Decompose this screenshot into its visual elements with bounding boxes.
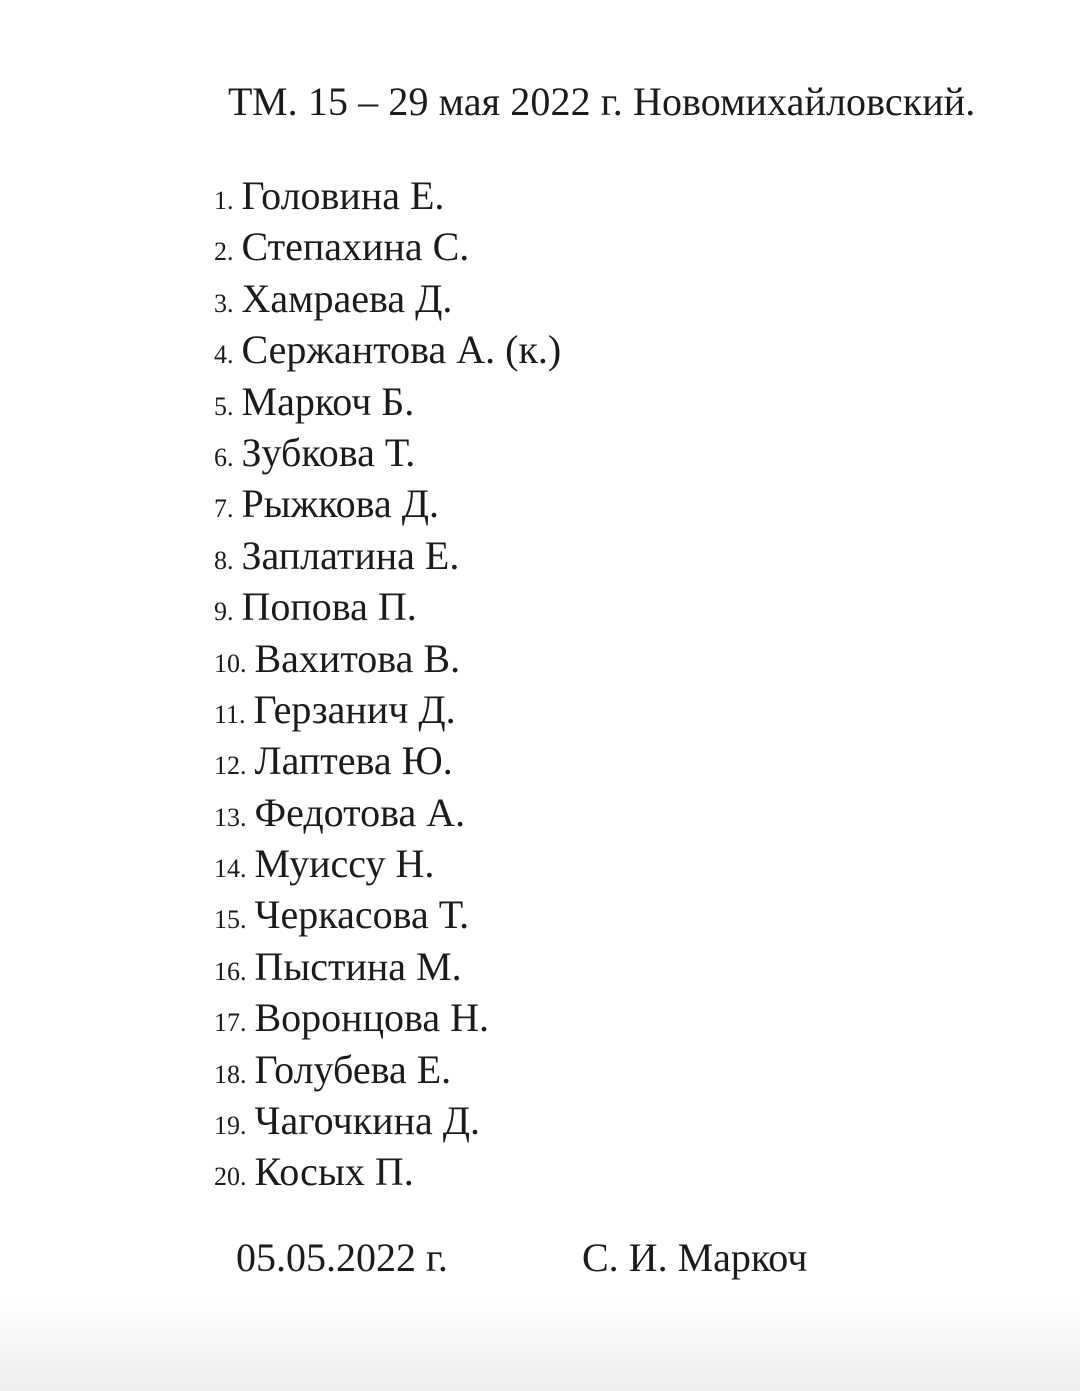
roster-list <box>214 170 561 1198</box>
item-name: Голубева Е. <box>254 1046 452 1092</box>
item-name: Хамраева Д. <box>241 275 453 321</box>
list-item <box>214 324 561 375</box>
item-name: Степахина С. <box>241 224 470 270</box>
list-item <box>214 581 561 632</box>
item-number: 6. <box>214 442 234 472</box>
item-name: Заплатина Е. <box>241 532 460 578</box>
item-name: Рыжкова Д. <box>241 481 440 527</box>
list-item <box>214 478 561 529</box>
item-name: Косых П. <box>254 1149 414 1195</box>
item-name: Попова П. <box>241 584 417 630</box>
item-number: 12. <box>214 751 247 781</box>
item-name: Муиссу Н. <box>254 841 435 887</box>
document-title: ТМ. 15 – 29 мая 2022 г. Новомихайловский. <box>228 79 976 124</box>
list-item <box>214 684 561 735</box>
document-signature: С. И. Маркоч <box>582 1235 808 1280</box>
list-item <box>214 530 561 581</box>
item-number: 14. <box>214 854 247 884</box>
item-number: 2. <box>214 237 234 267</box>
list-item <box>214 427 561 478</box>
list-item <box>214 273 561 324</box>
list-item <box>214 170 561 221</box>
item-number: 1. <box>214 186 234 215</box>
list-item <box>214 221 561 272</box>
item-number: 3. <box>214 288 234 318</box>
document-date: 05.05.2022 г. <box>236 1235 448 1280</box>
item-number: 10. <box>214 648 247 678</box>
list-item <box>214 735 561 786</box>
item-number: 9. <box>214 597 234 627</box>
item-name: Лаптева Ю. <box>254 738 453 784</box>
item-name: Воронцова Н. <box>254 995 489 1041</box>
item-number: 11. <box>214 699 246 729</box>
item-name: Вахитова В. <box>254 635 461 681</box>
item-name: Черкасова Т. <box>254 892 470 938</box>
item-number: 4. <box>214 340 234 370</box>
item-number: 7. <box>214 494 234 524</box>
list-item <box>214 787 561 838</box>
item-name: Головина Е. <box>241 173 445 218</box>
item-number: 8. <box>214 545 234 575</box>
list-item <box>214 633 561 684</box>
item-name: Маркоч Б. <box>241 378 415 424</box>
list-item <box>214 941 561 992</box>
list-item <box>214 838 561 889</box>
list-item <box>214 1146 561 1197</box>
bottom-shadow <box>0 1300 1080 1391</box>
item-name: Пыстина М. <box>254 943 462 989</box>
item-number: 17. <box>214 1008 247 1038</box>
item-name: Герзанич Д. <box>253 686 456 732</box>
list-item <box>214 376 561 427</box>
item-name: Зубкова Т. <box>241 429 416 475</box>
item-name: Федотова А. <box>254 789 466 835</box>
item-number: 19. <box>214 1111 247 1141</box>
item-name: Сержантова А. (к.) <box>241 327 562 373</box>
item-name: Чагочкина Д. <box>254 1098 481 1144</box>
list-item <box>214 992 561 1043</box>
item-number: 20. <box>214 1162 247 1192</box>
list-item <box>214 1095 561 1146</box>
item-number: 16. <box>214 956 247 986</box>
item-number: 18. <box>214 1059 247 1089</box>
list-item <box>214 1044 561 1095</box>
item-number: 15. <box>214 905 247 935</box>
item-number: 5. <box>214 391 234 421</box>
list-item <box>214 889 561 940</box>
item-number: 13. <box>214 802 247 832</box>
